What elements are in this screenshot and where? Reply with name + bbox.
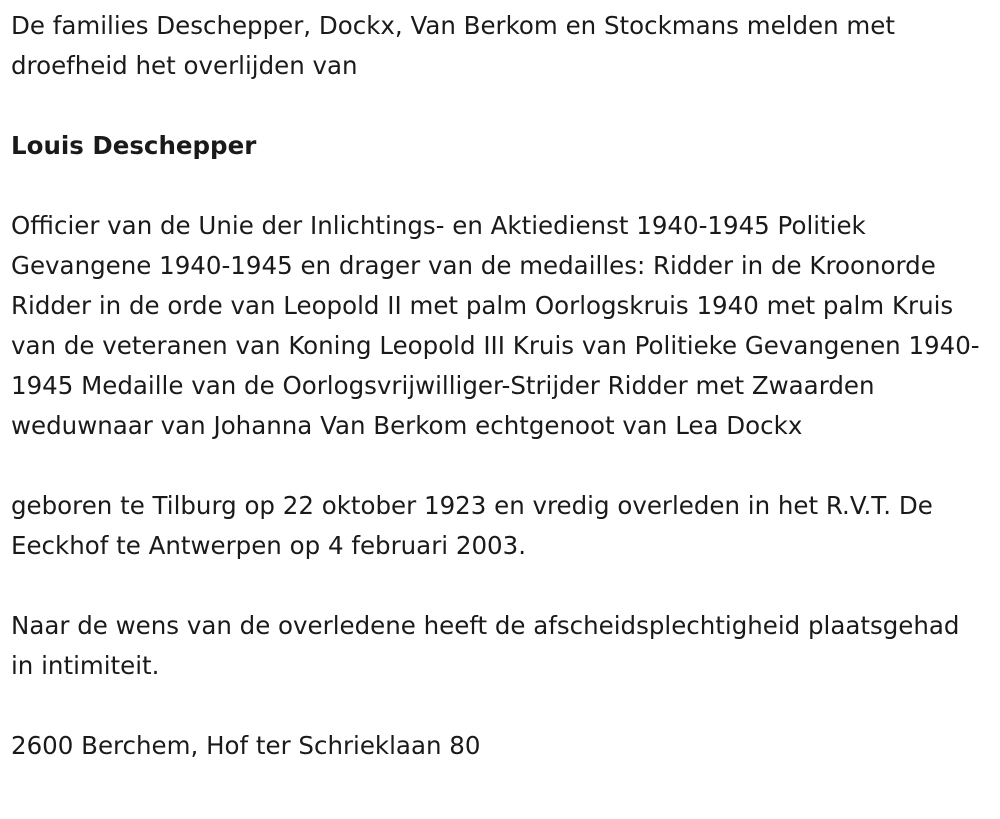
titles-paragraph: Officier van de Unie der Inlichtings- en Aktiedienst 1940-1945 Politiek Gevangene 1940-1945 en drager van de medailles: Ridder in de Kroonorde Ridder in de orde van Leopold II met palm Oorlogskruis 1940 met palm Kruis van de veteranen van Koning Leopold III Kruis van Politieke Gevangenen 1940-1945 Medaille van de Oorlogsvrijwilliger-Strijder Ridder met Zwaarden weduwnaar van Johanna Van Berkom echtgenoot van Lea Dockx <box>11 211 980 440</box>
address-line: 2600 Berchem, Hof ter Schrieklaan 80 <box>11 731 481 760</box>
death-notice <box>11 6 986 766</box>
intro-paragraph: De families Deschepper, Dockx, Van Berkom en Stockmans melden met droefheid het overlijden van <box>11 11 895 80</box>
funeral-paragraph: Naar de wens van de overledene heeft de afscheidsplechtigheid plaatsgehad in intimiteit. <box>11 611 960 680</box>
deceased-name: Louis Deschepper <box>11 131 257 160</box>
birth-death-paragraph: geboren te Tilburg op 22 oktober 1923 en vredig overleden in het R.V.T. De Eeckhof te Antwerpen op 4 februari 2003. <box>11 491 933 560</box>
